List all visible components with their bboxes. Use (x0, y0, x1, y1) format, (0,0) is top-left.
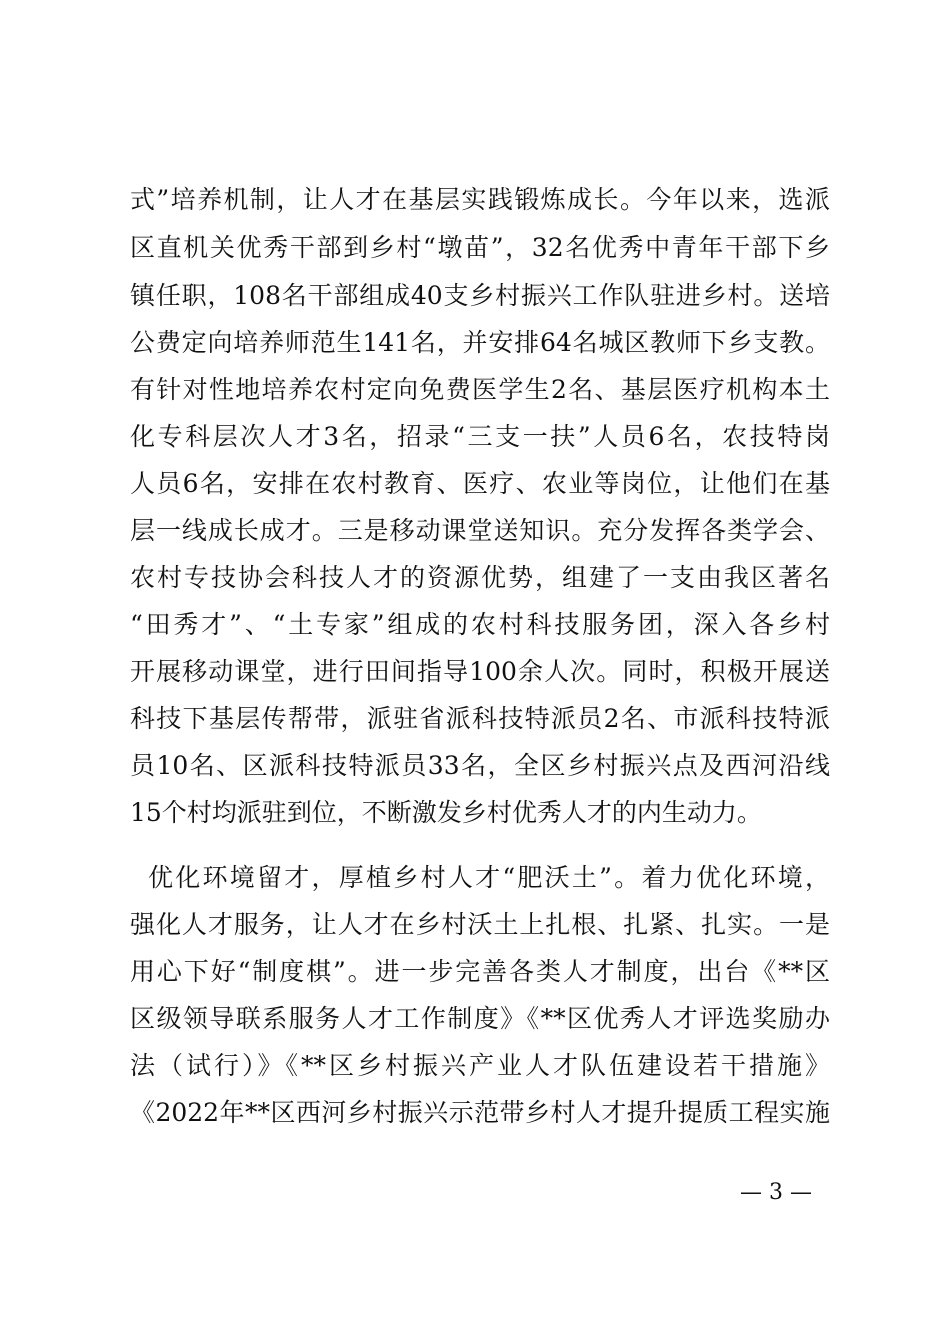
text-line: 镇任职，108名干部组成40支乡村振兴工作队驻进乡村。送培 (130, 281, 830, 310)
text-line: 人员6名，安排在农村教育、医疗、农业等岗位，让他们在基 (130, 469, 830, 498)
text-line: 15个村均派驻到位，不断激发乡村优秀人才的内生动力。 (130, 798, 762, 827)
text-line: 化专科层次人才3名，招录“三支一扶”人员6名，农技特岗 (130, 422, 830, 451)
text-line: 《2022年**区西河乡村振兴示范带乡村人才提升提质工程实施 (130, 1098, 830, 1127)
text-line: 科技下基层传帮带，派驻省派科技特派员2名、市派科技特派 (130, 704, 830, 733)
text-line: 开展移动课堂，进行田间指导100余人次。同时，积极开展送 (130, 657, 830, 686)
text-line: 层一线成长成才。三是移动课堂送知识。充分发挥各类学会、 (130, 516, 830, 545)
text-line: 员10名、区派科技特派员33名，全区乡村振兴点及西河沿线 (130, 751, 830, 780)
text-line: 优化环境留才，厚植乡村人才“肥沃土”。着力优化环境， (148, 863, 830, 892)
text-line: “田秀才”、“土专家”组成的农村科技服务团，深入各乡村 (130, 610, 830, 639)
text-line: 用心下好“制度棋”。进一步完善各类人才制度，出台《**区 (130, 957, 830, 986)
text-line: 强化人才服务，让人才在乡村沃土上扎根、扎紧、扎实。一是 (130, 910, 830, 939)
text-line: 区级领导联系服务人才工作制度》《**区优秀人才评选奖励办 (130, 1004, 830, 1033)
text-line: 农村专技协会科技人才的资源优势，组建了一支由我区著名 (130, 563, 830, 592)
text-line: 法（试行）》《**区乡村振兴产业人才队伍建设若干措施》 (130, 1051, 830, 1080)
text-line: 区直机关优秀干部到乡村“墩苗”，32名优秀中青年干部下乡 (130, 233, 830, 262)
page-number: — 3 — (740, 1180, 812, 1205)
text-line: 公费定向培养师范生141名，并安排64名城区教师下乡支教。 (130, 328, 830, 357)
text-line: 式”培养机制，让人才在基层实践锻炼成长。今年以来，选派 (130, 185, 830, 214)
text-line: 有针对性地培养农村定向免费医学生2名、基层医疗机构本土 (130, 375, 830, 404)
